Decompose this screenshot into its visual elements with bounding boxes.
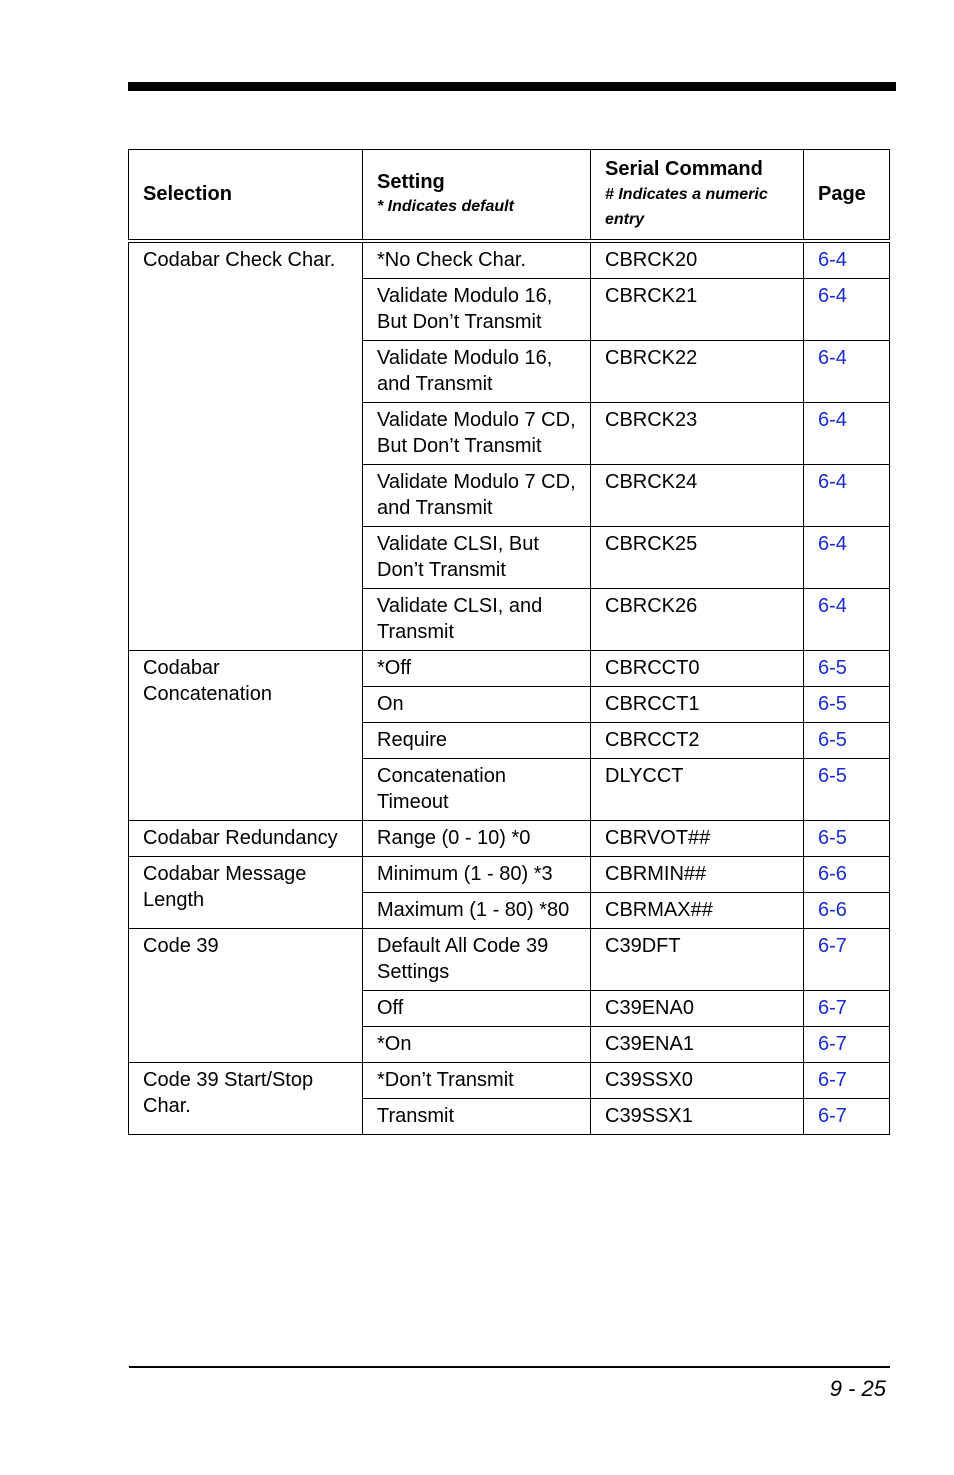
page-link[interactable]: 6-5 bbox=[818, 827, 847, 849]
serial-command-cell: C39ENA1 bbox=[591, 1027, 804, 1063]
page-link[interactable]: 6-7 bbox=[818, 997, 847, 1019]
serial-command-cell: C39SSX1 bbox=[591, 1099, 804, 1135]
serial-command-cell: CBRCK25 bbox=[591, 527, 804, 589]
setting-cell: Off bbox=[363, 991, 591, 1027]
setting-cell: Default All Code 39 Settings bbox=[363, 929, 591, 991]
page-cell bbox=[804, 527, 890, 589]
serial-command-cell: CBRCK20 bbox=[591, 241, 804, 279]
page-link[interactable]: 6-5 bbox=[818, 765, 847, 787]
page-cell bbox=[804, 1099, 890, 1135]
page-cell bbox=[804, 589, 890, 651]
serial-command-cell: C39DFT bbox=[591, 929, 804, 991]
page-link[interactable]: 6-7 bbox=[818, 1105, 847, 1127]
setting-cell: Validate CLSI, But Don’t Transmit bbox=[363, 527, 591, 589]
header-setting bbox=[363, 150, 591, 242]
page-link[interactable]: 6-7 bbox=[818, 1069, 847, 1091]
setting-cell: Range (0 - 10) *0 bbox=[363, 821, 591, 857]
setting-cell: *Off bbox=[363, 651, 591, 687]
serial-command-cell: CBRCK21 bbox=[591, 279, 804, 341]
serial-command-cell: CBRCK26 bbox=[591, 589, 804, 651]
page-link[interactable]: 6-4 bbox=[818, 595, 847, 617]
page-cell bbox=[804, 893, 890, 929]
header-serial-note-2: entry bbox=[605, 211, 645, 228]
setting-cell: *Don’t Transmit bbox=[363, 1063, 591, 1099]
page-link[interactable]: 6-7 bbox=[818, 935, 847, 957]
serial-command-cell: C39SSX0 bbox=[591, 1063, 804, 1099]
serial-command-cell: CBRCCT2 bbox=[591, 723, 804, 759]
page-link[interactable]: 6-5 bbox=[818, 657, 847, 679]
page-link[interactable]: 6-4 bbox=[818, 409, 847, 431]
page-link[interactable]: 6-4 bbox=[818, 285, 847, 307]
header-serial-note-1: # Indicates a numeric bbox=[605, 186, 768, 203]
page-link[interactable]: 6-6 bbox=[818, 863, 847, 885]
page-cell bbox=[804, 723, 890, 759]
setting-cell: *No Check Char. bbox=[363, 241, 591, 279]
header-page: Page bbox=[804, 150, 890, 242]
serial-command-cell: CBRCCT1 bbox=[591, 687, 804, 723]
page-cell bbox=[804, 341, 890, 403]
bottom-rule bbox=[129, 1366, 890, 1368]
page-link[interactable]: 6-6 bbox=[818, 899, 847, 921]
page-link[interactable]: 6-5 bbox=[818, 693, 847, 715]
setting-cell: Transmit bbox=[363, 1099, 591, 1135]
setting-cell: Validate Modulo 16, and Transmit bbox=[363, 341, 591, 403]
serial-command-cell: C39ENA0 bbox=[591, 991, 804, 1027]
page-cell bbox=[804, 1063, 890, 1099]
setting-cell: Validate Modulo 16, But Don’t Transmit bbox=[363, 279, 591, 341]
top-rule bbox=[128, 82, 896, 91]
table-header-row bbox=[129, 150, 890, 242]
page-number: 9 - 25 bbox=[829, 1376, 886, 1401]
page-cell bbox=[804, 1027, 890, 1063]
page-link[interactable]: 6-4 bbox=[818, 533, 847, 555]
selection-cell: Code 39 bbox=[129, 929, 363, 1063]
setting-cell: On bbox=[363, 687, 591, 723]
selection-cell: Codabar Message Length bbox=[129, 857, 363, 929]
header-serial-command-label: Serial Command bbox=[605, 158, 763, 180]
page-link[interactable]: 6-5 bbox=[818, 729, 847, 751]
header-serial-command bbox=[591, 150, 804, 242]
serial-command-cell: CBRVOT## bbox=[591, 821, 804, 857]
selection-cell: Codabar Concatenation bbox=[129, 651, 363, 821]
page-cell bbox=[804, 759, 890, 821]
serial-command-cell: CBRCCT0 bbox=[591, 651, 804, 687]
setting-cell: Validate CLSI, and Transmit bbox=[363, 589, 591, 651]
setting-cell: Minimum (1 - 80) *3 bbox=[363, 857, 591, 893]
setting-cell: Validate Modulo 7 CD, But Don’t Transmit bbox=[363, 403, 591, 465]
selection-cell: Codabar Check Char. bbox=[129, 241, 363, 651]
page-cell bbox=[804, 403, 890, 465]
setting-cell: Validate Modulo 7 CD, and Transmit bbox=[363, 465, 591, 527]
table-row bbox=[129, 241, 890, 279]
table-row bbox=[129, 929, 890, 991]
setting-cell: *On bbox=[363, 1027, 591, 1063]
page-cell bbox=[804, 241, 890, 279]
table-row bbox=[129, 1063, 890, 1099]
header-setting-label: Setting bbox=[377, 171, 445, 193]
setting-cell: Concatenation Timeout bbox=[363, 759, 591, 821]
page-cell bbox=[804, 279, 890, 341]
table-row bbox=[129, 857, 890, 893]
page-cell bbox=[804, 929, 890, 991]
serial-command-cell: CBRCK24 bbox=[591, 465, 804, 527]
page-link[interactable]: 6-7 bbox=[818, 1033, 847, 1055]
page-cell bbox=[804, 687, 890, 723]
page-link[interactable]: 6-4 bbox=[818, 471, 847, 493]
page-cell bbox=[804, 465, 890, 527]
header-selection: Selection bbox=[129, 150, 363, 242]
table-row bbox=[129, 651, 890, 687]
serial-command-cell: CBRMIN## bbox=[591, 857, 804, 893]
serial-command-cell: DLYCCT bbox=[591, 759, 804, 821]
setting-cell: Maximum (1 - 80) *80 bbox=[363, 893, 591, 929]
page-link[interactable]: 6-4 bbox=[818, 347, 847, 369]
page-link[interactable]: 6-4 bbox=[818, 249, 847, 271]
serial-command-cell: CBRMAX## bbox=[591, 893, 804, 929]
selection-cell: Code 39 Start/Stop Char. bbox=[129, 1063, 363, 1135]
page-cell bbox=[804, 991, 890, 1027]
setting-cell: Require bbox=[363, 723, 591, 759]
page-cell bbox=[804, 857, 890, 893]
page-cell bbox=[804, 821, 890, 857]
serial-command-cell: CBRCK23 bbox=[591, 403, 804, 465]
header-setting-note: * Indicates default bbox=[377, 198, 514, 215]
table-body bbox=[129, 241, 890, 1135]
serial-command-cell: CBRCK22 bbox=[591, 341, 804, 403]
serial-command-table bbox=[128, 149, 890, 1135]
table-row bbox=[129, 821, 890, 857]
page-cell bbox=[804, 651, 890, 687]
selection-cell: Codabar Redundancy bbox=[129, 821, 363, 857]
